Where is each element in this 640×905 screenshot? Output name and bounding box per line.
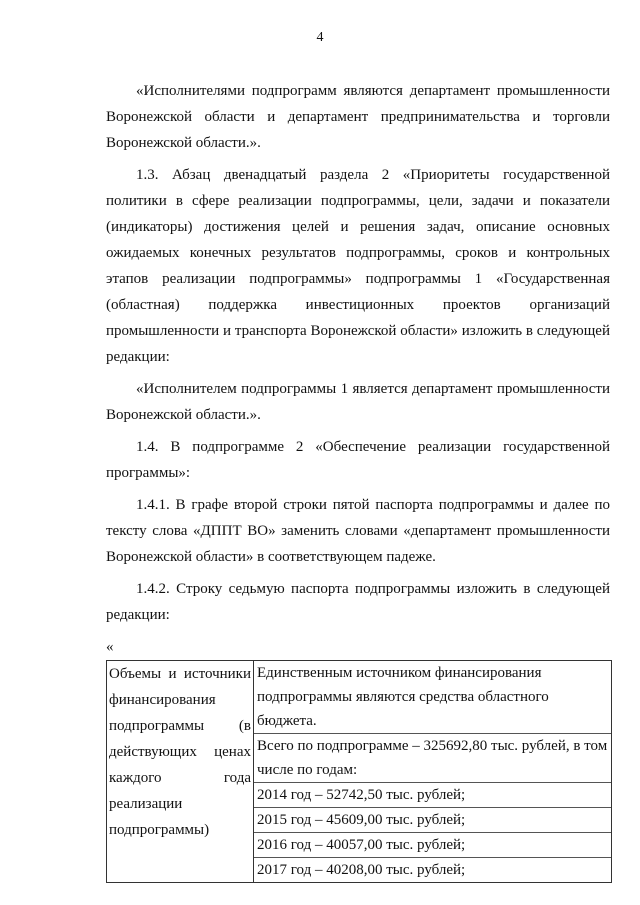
opening-quote-mark: « xyxy=(106,639,114,655)
financing-year-2014: 2014 год – 52742,50 тыс. рублей; xyxy=(254,783,611,808)
table-row xyxy=(107,661,612,883)
financing-source-line: Единственным источником финансирования подпрограммы являются средства областного бюджета. xyxy=(254,661,611,734)
paragraph-1-4-2: 1.4.2. Строку седьмую паспорта подпрограммы изложить в следующей редакции: xyxy=(106,581,610,623)
paragraph-executor-quote: «Исполнителем подпрограммы 1 является департамент промышленности Воронежской области.». xyxy=(106,381,610,423)
paragraph-1-4-1: 1.4.1. В графе второй строки пятой паспорта подпрограммы и далее по тексту слова «ДППТ ВО» заменить словами «департамент промышленности Воронежской области» в соответствующем падеже. xyxy=(106,497,610,565)
financing-year-2017: 2017 год – 40208,00 тыс. рублей; xyxy=(257,862,466,878)
paragraph-executors-quote: «Исполнителями подпрограмм являются департамент промышленности Воронежской области и департамент предпринимательства и торговли Воронежской области.». xyxy=(106,83,610,151)
financing-year-2016: 2016 год – 40057,00 тыс. рублей; xyxy=(254,833,611,858)
financing-label-cell xyxy=(107,661,254,883)
paragraph-1-3: 1.3. Абзац двенадцатый раздела 2 «Приоритеты государственной политики в сфере реализации подпрограммы, цели, задачи и показатели (индикаторы) достижения целей и решения задач, описание основных ожидаемых конечных результатов подпрограммы, сроков и контрольных этапов реализации подпрограммы» подпрограммы 1 «Государственная (областная) поддержка инвестиционных проектов организаций промышленности и транспорта Воронежской области» изложить в следующей редакции: xyxy=(106,167,610,365)
document-body xyxy=(106,78,610,883)
financing-values-cell xyxy=(254,661,612,883)
financing-label: Объемы и источники финансирования подпрограммы (в действующих ценах каждого года реализации подпрограммы) xyxy=(109,666,251,838)
financing-table xyxy=(106,660,612,883)
financing-total-line: Всего по подпрограмме – 325692,80 тыс. рублей, в том числе по годам: xyxy=(254,734,611,783)
financing-year-2015: 2015 год – 45609,00 тыс. рублей; xyxy=(254,808,611,833)
page-number: 4 xyxy=(316,30,324,45)
paragraph-1-4: 1.4. В подпрограмме 2 «Обеспечение реализации государственной программы»: xyxy=(106,439,610,481)
